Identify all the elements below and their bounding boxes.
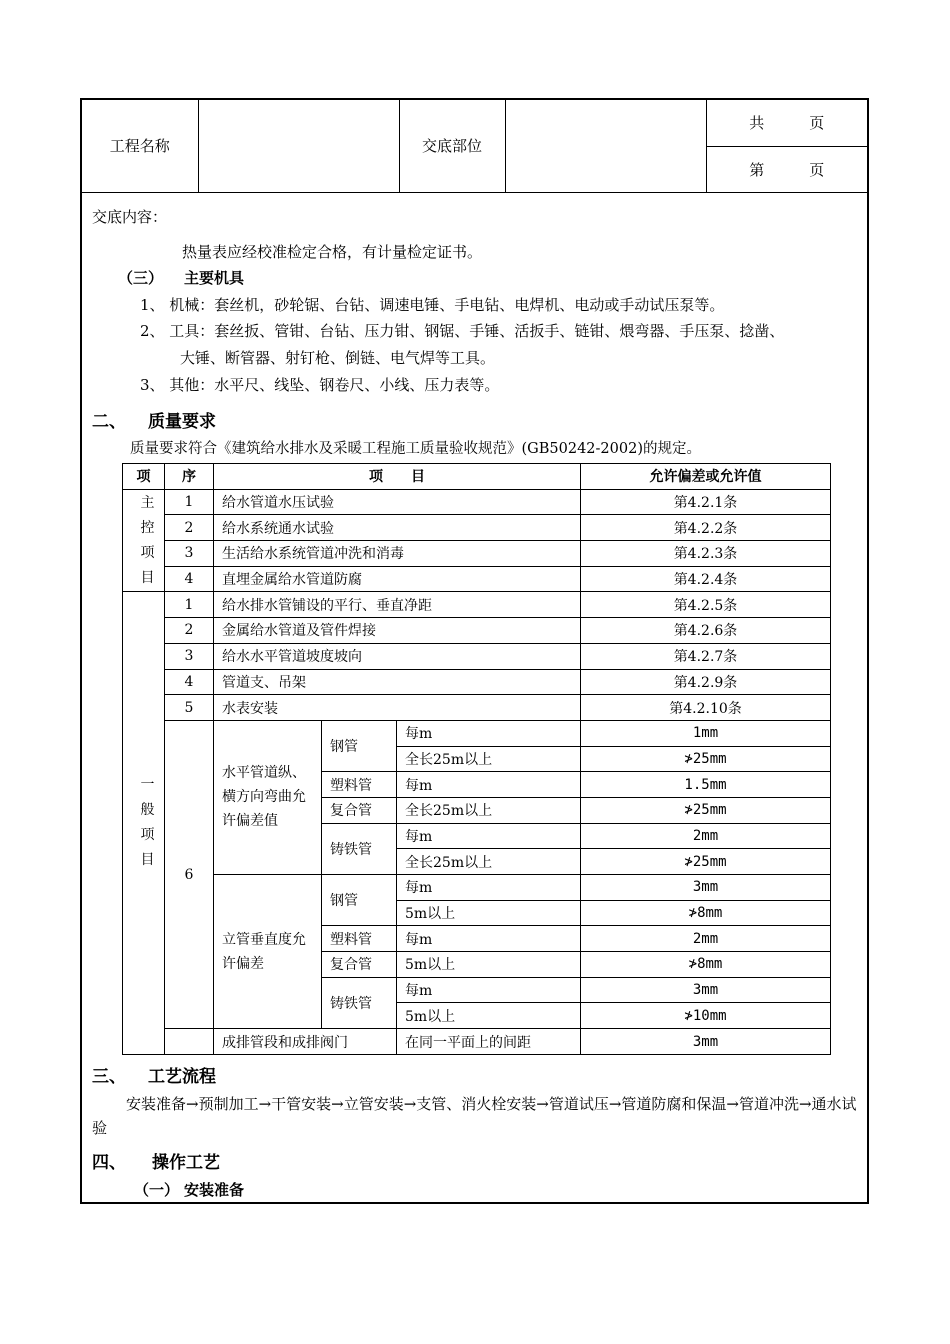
table-row-value: 3mm [581, 977, 831, 1003]
table-row-no: 2 [165, 618, 214, 644]
table-row-value: ≯10mm [581, 1003, 831, 1029]
tools-item-3: 3、 其他：水平尺、线坠、钢卷尺、小线、压力表等。 [140, 376, 500, 394]
table-row-value: 第4.2.7条 [581, 643, 831, 669]
quality-desc: 质量要求符合《建筑给水排水及采暖工程施工质量验收规范》(GB50242-2002)的规定。 [130, 441, 701, 457]
table-row-item: 生活给水系统管道冲洗和消毒 [214, 541, 581, 567]
table-row-item: 给水水平管道坡度坡向 [214, 643, 581, 669]
table-row-cond: 每m [397, 875, 581, 901]
th-group: 项 [123, 464, 165, 490]
material-plastic: 塑料管 [322, 772, 397, 798]
process-section-num: 三、 [92, 1067, 126, 1087]
table-row-value: 第4.2.9条 [581, 669, 831, 695]
tools-section-num: （三） [118, 269, 164, 287]
table-row-item: 给水管道水压试验 [214, 489, 581, 515]
table-row-item: 管道支、吊架 [214, 669, 581, 695]
table-row-no: 4 [165, 566, 214, 592]
table-row-value: 1.5mm [581, 772, 831, 798]
content-label: 交底内容： [92, 208, 168, 226]
project-name-value [198, 100, 399, 192]
table-row-cond: 5m以上 [397, 900, 581, 926]
table-row-no: 2 [165, 515, 214, 541]
table-row-value: 第4.2.10条 [581, 695, 831, 721]
table-row-no: 4 [165, 669, 214, 695]
header-table [82, 100, 867, 193]
table-row-cond: 每m [397, 926, 581, 952]
table-row-cond: 每m [397, 823, 581, 849]
table-row-value: 3mm [581, 875, 831, 901]
table-row-value: 第4.2.6条 [581, 618, 831, 644]
material-steel: 钢管 [322, 875, 397, 926]
table-row-cond: 每m [397, 772, 581, 798]
table-row-no: 3 [165, 643, 214, 669]
last-row-no [165, 1029, 214, 1055]
material-composite: 复合管 [322, 952, 397, 978]
table-row-cond: 全长25m以上 [397, 746, 581, 772]
operation-section-title: 操作工艺 [152, 1153, 220, 1173]
table-row-value: 第4.2.4条 [581, 566, 831, 592]
quality-table [122, 463, 831, 1055]
main-group-label: 主控项目 [123, 489, 165, 592]
prep-sub-title: 安装准备 [184, 1181, 245, 1199]
table-row-cond: 每m [397, 720, 581, 746]
material-plastic: 塑料管 [322, 926, 397, 952]
table-row-value: 2mm [581, 823, 831, 849]
table-row-value: 1mm [581, 720, 831, 746]
table-row-cond: 每m [397, 977, 581, 1003]
part-value [505, 100, 706, 192]
page-number: 第 页 [706, 146, 867, 192]
table-row-value: 第4.2.3条 [581, 541, 831, 567]
th-value: 允许偏差或允许值 [581, 464, 831, 490]
table-row-value: ≯25mm [581, 797, 831, 823]
table-row-cond: 5m以上 [397, 1003, 581, 1029]
table-row-value: 第4.2.1条 [581, 489, 831, 515]
table-row-no: 5 [165, 695, 214, 721]
table-row-value: 第4.2.5条 [581, 592, 831, 618]
table-row-value: ≯8mm [581, 900, 831, 926]
table-row-value: ≯25mm [581, 746, 831, 772]
quality-section-title: 质量要求 [148, 412, 216, 432]
table-row-item: 直埋金属给水管道防腐 [214, 566, 581, 592]
th-no: 序 [165, 464, 214, 490]
operation-section-num: 四、 [92, 1153, 126, 1173]
table-row-no: 1 [165, 592, 214, 618]
horiz-title: 水平管道纵、横方向弯曲允许偏差值 [214, 720, 322, 874]
th-item: 项 目 [214, 464, 581, 490]
document-frame [80, 98, 869, 1204]
table-row-value: 第4.2.2条 [581, 515, 831, 541]
quality-section-num: 二、 [92, 412, 126, 432]
tools-section-title: 主要机具 [184, 269, 245, 287]
table-row-cond: 全长25m以上 [397, 849, 581, 875]
table-row-value: 2mm [581, 926, 831, 952]
material-cast-iron: 铸铁管 [322, 823, 397, 874]
prep-sub-num: （一） [134, 1181, 180, 1199]
table-row-item: 水表安装 [214, 695, 581, 721]
part-label: 交底部位 [399, 100, 505, 192]
tools-item-1: 1、 机械：套丝机，砂轮锯、台钻、调速电锤、手电钻、电焊机、电动或手动试压泵等。 [140, 296, 725, 314]
material-composite: 复合管 [322, 797, 397, 823]
table-row-value: ≯8mm [581, 952, 831, 978]
table-row-no: 3 [165, 541, 214, 567]
table-row-no: 1 [165, 489, 214, 515]
table-row-value: ≯25mm [581, 849, 831, 875]
material-steel: 钢管 [322, 720, 397, 771]
table-row-item: 给水系统通水试验 [214, 515, 581, 541]
tools-item-2-cont: 大锤、断管器、射钉枪、倒链、电气焊等工具。 [180, 349, 496, 367]
table-row-item: 给水排水管铺设的平行、垂直净距 [214, 592, 581, 618]
row6-no: 6 [165, 720, 214, 1028]
last-row-item: 成排管段和成排阀门 [214, 1029, 397, 1055]
vert-title: 立管垂直度允许偏差 [214, 875, 322, 1029]
last-row-value: 3mm [581, 1029, 831, 1055]
table-row-item: 金属给水管道及管件焊接 [214, 618, 581, 644]
process-section-title: 工艺流程 [148, 1067, 216, 1087]
process-text: 安装准备→预制加工→干管安装→立管安装→支管、消火栓安装→管道试压→管道防腐和保温→管道冲洗→通水试验 [92, 1095, 857, 1137]
general-group-label: 一般项目 [123, 592, 165, 1055]
intro-line: 热量表应经校准检定合格，有计量检定证书。 [182, 243, 483, 261]
total-pages: 共 页 [706, 100, 867, 146]
table-row-cond: 全长25m以上 [397, 797, 581, 823]
material-cast-iron: 铸铁管 [322, 977, 397, 1028]
table-row-cond: 5m以上 [397, 952, 581, 978]
tools-item-2: 2、 工具：套丝扳、管钳、台钻、压力钳、钢锯、手锤、活扳手、链钳、煨弯器、手压泵、捻凿、 [140, 322, 785, 340]
last-row-cond: 在同一平面上的间距 [397, 1029, 581, 1055]
project-name-label: 工程名称 [82, 100, 198, 192]
